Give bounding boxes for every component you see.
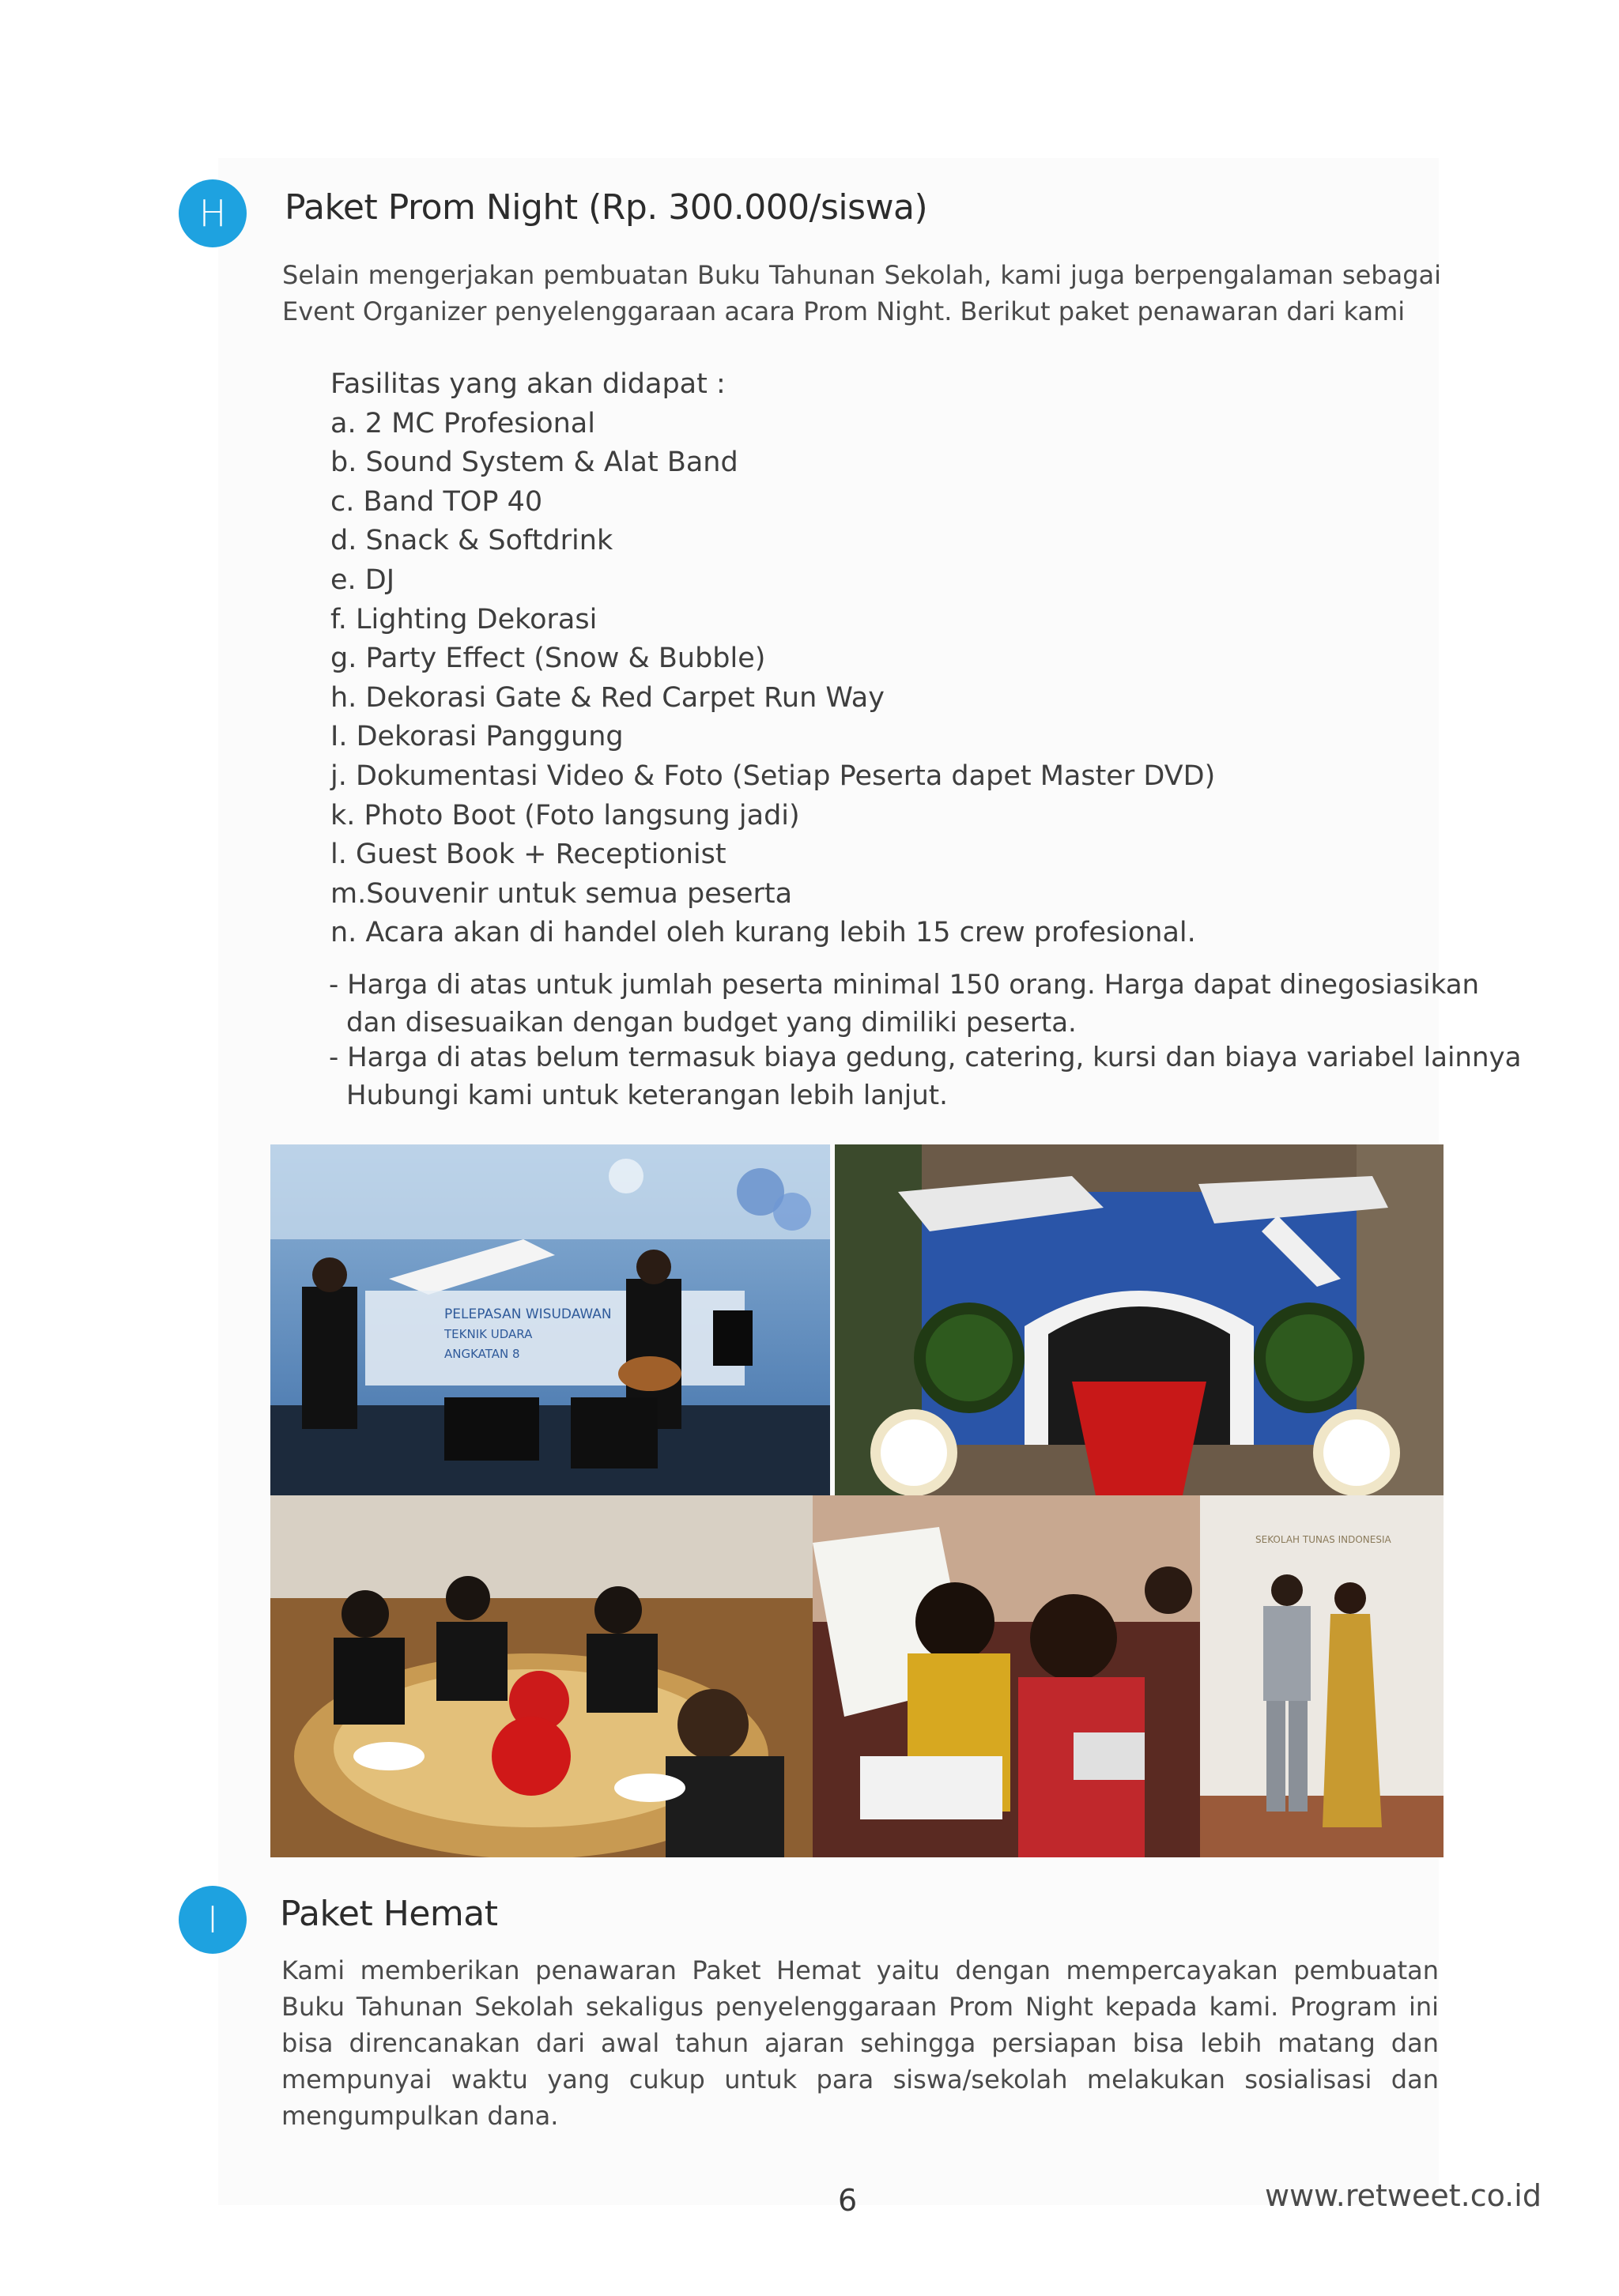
section-h-badge: [179, 179, 247, 247]
list-item: b. Sound System & Alat Band: [330, 447, 738, 479]
facilities-list: [330, 365, 1216, 953]
list-item: f. Lighting Dekorasi: [330, 603, 598, 635]
list-item: h. Dekorasi Gate & Red Carpet Run Way: [330, 681, 885, 714]
list-item: j. Dokumentasi Video & Foto (Setiap Peserta dapet Master DVD): [330, 760, 1216, 792]
photo-dinner-table: [270, 1495, 813, 1857]
list-item: d. Snack & Softdrink: [330, 525, 613, 557]
photo-couple-backdrop: [1200, 1495, 1444, 1857]
facilities-label: Fasilitas yang akan didapat :: [330, 368, 726, 400]
section-h-title: Paket Prom Night (Rp. 300.000/siswa): [285, 187, 928, 228]
list-item: I. Dekorasi Panggung: [330, 721, 624, 753]
price-note-line: dan disesuaikan dengan budget yang dimiliki peserta.: [346, 1007, 1077, 1039]
price-note-line: Hubungi kami untuk keterangan lebih lanjut.: [346, 1080, 948, 1111]
list-item: c. Band TOP 40: [330, 485, 543, 518]
footer-website: www.retweet.co.id: [1265, 2178, 1542, 2213]
photo-guests-signing: [813, 1495, 1200, 1857]
svg-text:TEKNIK UDARA: TEKNIK UDARA: [444, 1327, 533, 1341]
section-h-letter: H: [198, 192, 227, 235]
page-number: 6: [838, 2183, 858, 2218]
list-item: n. Acara akan di handel oleh kurang lebih 15 crew profesional.: [330, 917, 1196, 949]
svg-text:ANGKATAN 8: ANGKATAN 8: [444, 1347, 520, 1361]
section-i-body: Kami memberikan penawaran Paket Hemat yaitu dengan mempercayakan pembuatan Buku Tahunan Sekolah sekaligus penyelenggaraan Prom Night kepada kami. Program ini bisa direncanakan dari awal tahun ajaran sehingga persiapan bisa lebih matang dan mempunyai waktu yang cukup untuk para siswa/sekolah melakukan sosialisasi dan mengumpulkan dana.: [281, 1955, 1439, 2131]
price-note: [329, 966, 1480, 1042]
section-h-intro: Selain mengerjakan pembuatan Buku Tahunan Sekolah, kami juga berpengalaman sebagai Event Organizer penyelenggaraan acara Prom Night. Berikut paket penawaran dari kami: [282, 260, 1441, 326]
section-i-letter: I: [207, 1898, 218, 1941]
list-item: m.Souvenir untuk semua peserta: [330, 877, 793, 910]
section-i-badge: [179, 1886, 247, 1954]
photo-band-stage: [270, 1144, 830, 1495]
list-item: e. DJ: [330, 564, 395, 596]
price-note: [329, 1039, 1522, 1114]
backdrop-text: SEKOLAH TUNAS INDONESIA: [1255, 1534, 1391, 1545]
list-item: a. 2 MC Profesional: [330, 407, 595, 439]
list-item: g. Party Effect (Snow & Bubble): [330, 643, 766, 675]
price-note-line: - Harga di atas belum termasuk biaya gedung, catering, kursi dan biaya variabel lainnya: [329, 1042, 1522, 1073]
list-item: l. Guest Book + Receptionist: [330, 839, 726, 871]
section-i-title: Paket Hemat: [280, 1894, 498, 1934]
photo-red-carpet-gate: [835, 1144, 1444, 1495]
banner-text: PELEPASAN WISUDAWAN: [444, 1306, 612, 1322]
list-item: k. Photo Boot (Foto langsung jadi): [330, 799, 800, 831]
price-note-line: - Harga di atas untuk jumlah peserta minimal 150 orang. Harga dapat dinegosiasikan: [329, 969, 1480, 1001]
